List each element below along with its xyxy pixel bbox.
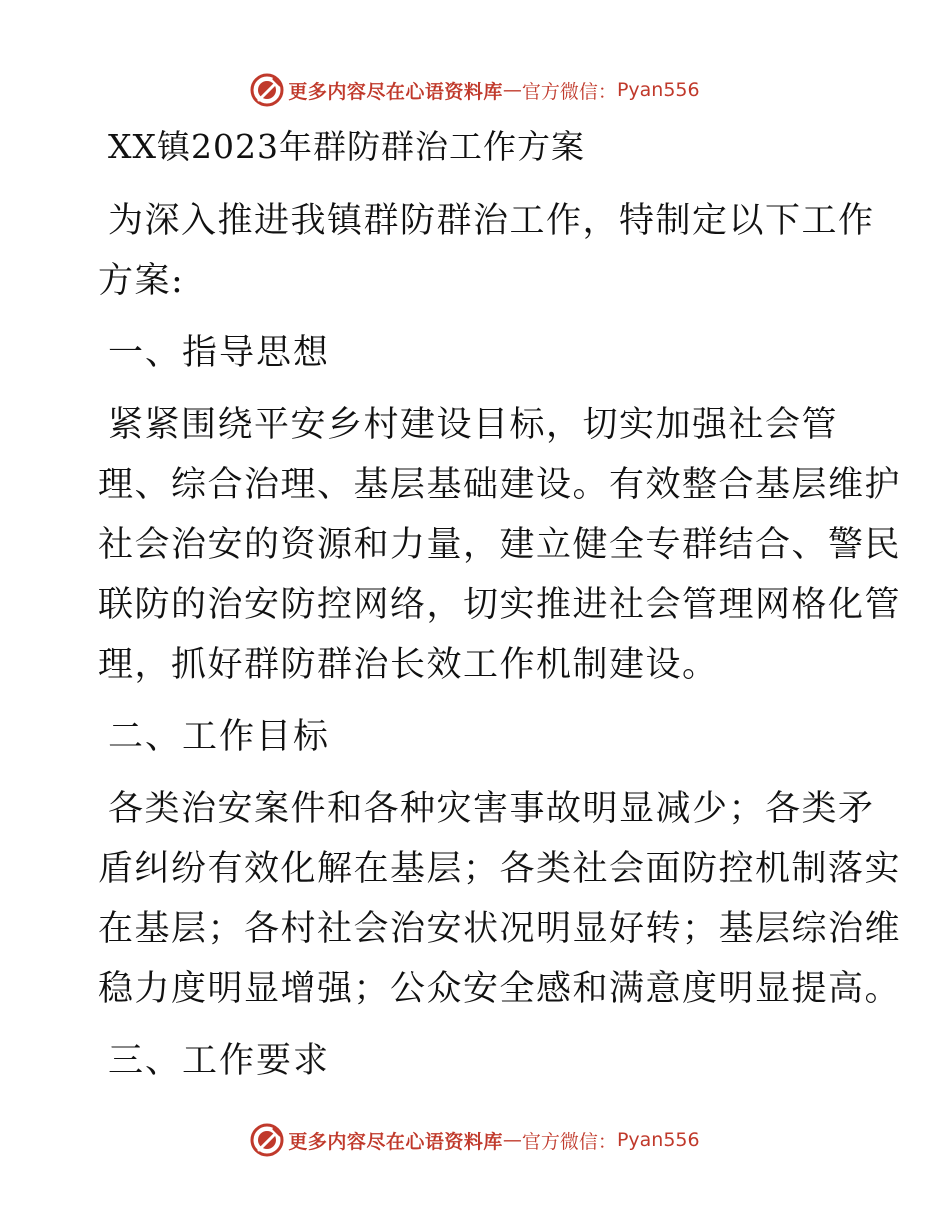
section-1-heading-text: 一、指导思想 (108, 333, 331, 373)
section-1-paragraph (98, 395, 902, 695)
intro-paragraph (98, 191, 875, 311)
section-1-line-4: 联防的治安防控网络，切实推进社会管理网格化管 (98, 585, 902, 625)
section-3-heading-text: 三、工作要求 (108, 1041, 331, 1081)
banner-main-text: 更多内容尽在心语资料库 (288, 80, 503, 103)
section-2-line-1: 各类治安案件和各种灾害事故明显减少；各类矛 (108, 789, 875, 829)
section-2-heading-text: 二、工作目标 (108, 717, 331, 757)
intro-line-2: 方案: (98, 261, 185, 301)
section-1-heading (98, 323, 858, 383)
document-title: XX镇2023年群防群治工作方案 (108, 127, 585, 166)
banner-wechat-id: Pyan556 (616, 79, 700, 101)
section-2-heading (98, 707, 858, 767)
bottom-watermark-banner (0, 1120, 950, 1160)
document-body (98, 122, 902, 1103)
section-2-line-2: 盾纠纷有效化解在基层；各类社会面防控机制落实 (98, 849, 902, 889)
section-2-line-3: 在基层；各村社会治安状况明显好转；基层综治维 (98, 909, 902, 949)
banner-wechat-label: 官方微信： (521, 1130, 617, 1153)
section-1-line-2: 理、综合治理、基层基础建设。有效整合基层维护 (98, 465, 902, 505)
pen-logo-icon (250, 1123, 284, 1157)
banner-wechat-id: Pyan556 (616, 1129, 700, 1151)
banner-dash: — (502, 1129, 522, 1151)
pen-logo-icon (250, 73, 284, 107)
section-2-line-4: 稳力度明显增强；公众安全感和满意度明显提高。 (98, 969, 902, 1009)
banner-wechat-label: 官方微信： (521, 80, 617, 103)
section-1-line-1: 紧紧围绕平安乡村建设目标，切实加强社会管 (108, 405, 839, 445)
section-3-heading (98, 1031, 858, 1091)
section-2-paragraph (98, 779, 902, 1019)
top-watermark-banner (0, 70, 950, 110)
banner-main-text: 更多内容尽在心语资料库 (288, 1130, 503, 1153)
intro-line-1: 为深入推进我镇群防群治工作，特制定以下工作 (108, 201, 875, 241)
section-1-line-3: 社会治安的资源和力量，建立健全专群结合、警民 (98, 525, 902, 565)
section-1-line-5: 理，抓好群防群治长效工作机制建设。 (98, 645, 719, 685)
banner-dash: — (502, 79, 522, 101)
